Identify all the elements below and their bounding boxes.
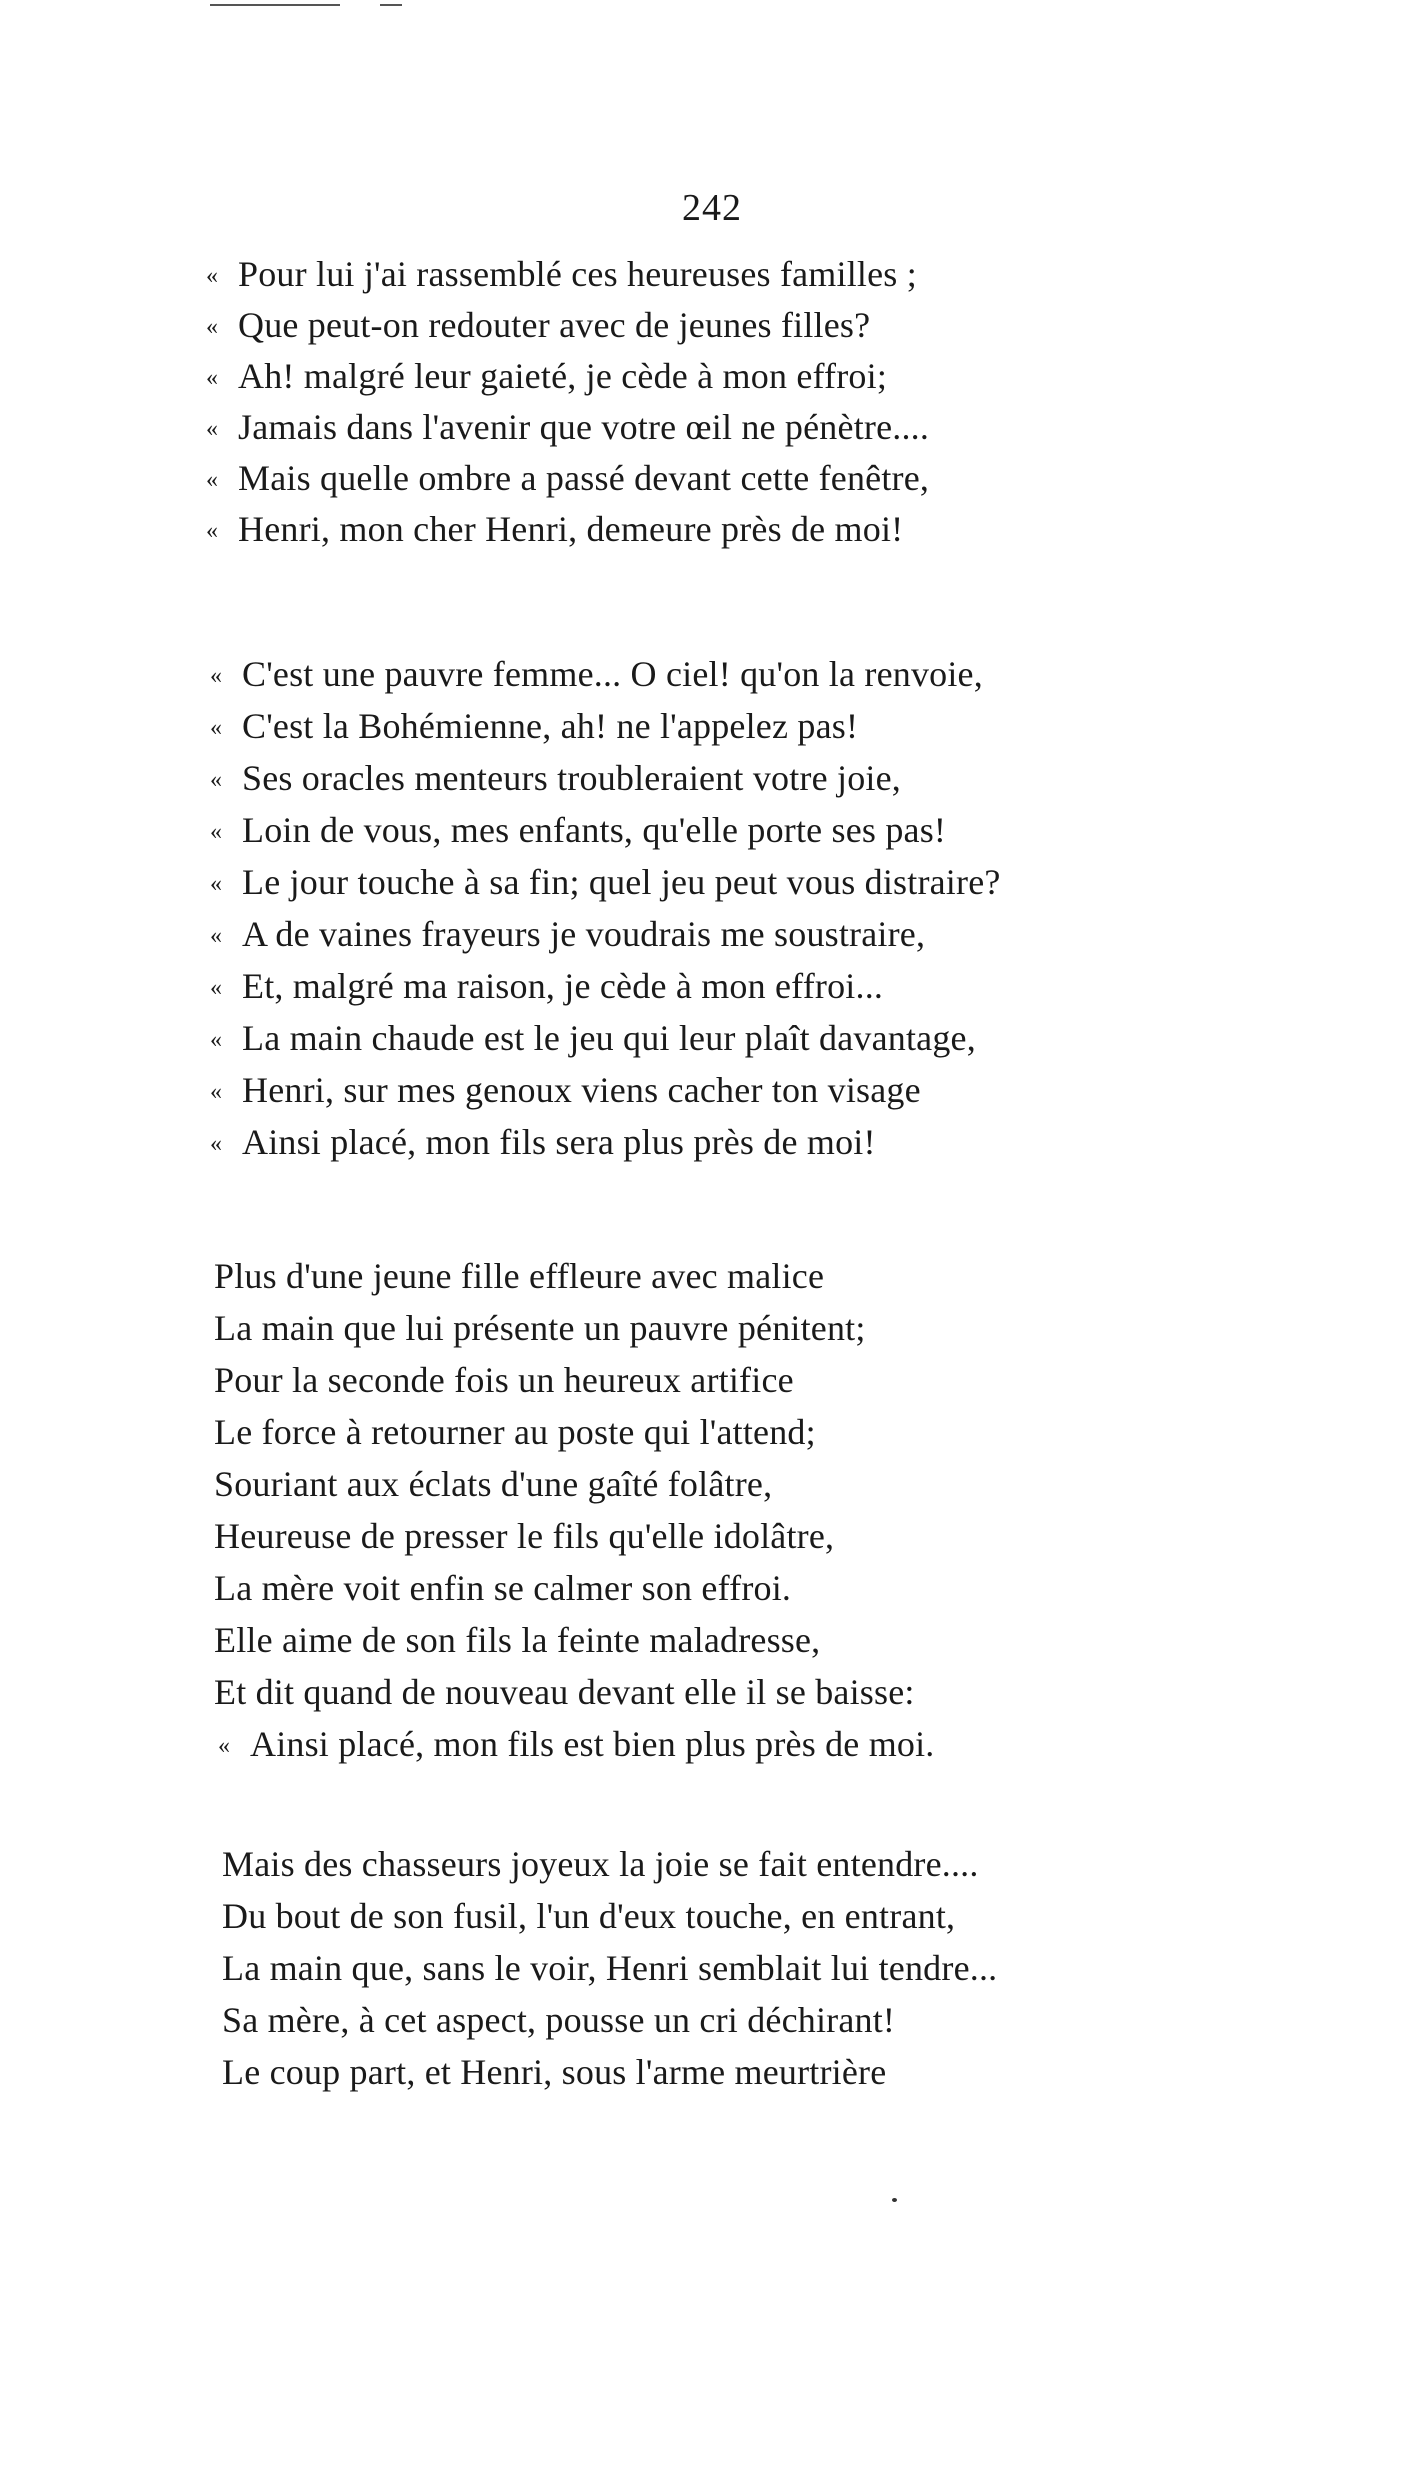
- verse-line: Souriant aux éclats d'une gaîté folâtre,: [214, 1464, 773, 1504]
- verse-line: « C'est la Bohémienne, ah! ne l'appelez pas!: [210, 706, 859, 746]
- verse-line: Heureuse de presser le fils qu'elle idolâtre,: [214, 1516, 835, 1556]
- verse-line: « Ainsi placé, mon fils sera plus près de moi!: [210, 1122, 876, 1162]
- verse-line: « Henri, sur mes genoux viens cacher ton visage: [210, 1070, 921, 1110]
- verse-line: « Loin de vous, mes enfants, qu'elle porte ses pas!: [210, 810, 947, 850]
- verse-line: « Jamais dans l'avenir que votre œil ne pénètre....: [206, 407, 930, 447]
- verse-line: La main que lui présente un pauvre pénitent;: [214, 1308, 866, 1348]
- verse-line: « Ses oracles menteurs troubleraient votre joie,: [210, 758, 901, 798]
- verse-line: La main que, sans le voir, Henri semblait lui tendre...: [222, 1948, 998, 1988]
- ink-speck: [892, 2198, 897, 2202]
- page-number: 242: [682, 187, 742, 229]
- verse-line: Mais des chasseurs joyeux la joie se fait entendre....: [222, 1844, 979, 1884]
- verse-line: « Que peut-on redouter avec de jeunes filles?: [206, 305, 871, 345]
- verse-line: « Le jour touche à sa fin; quel jeu peut vous distraire?: [210, 862, 1001, 902]
- verse-line: Et dit quand de nouveau devant elle il se baisse:: [214, 1672, 915, 1712]
- verse-line: « La main chaude est le jeu qui leur plaît davantage,: [210, 1018, 976, 1058]
- verse-line: Le force à retourner au poste qui l'attend;: [214, 1412, 816, 1452]
- verse-line: « Ainsi placé, mon fils est bien plus près de moi.: [218, 1724, 935, 1764]
- verse-line: La mère voit enfin se calmer son effroi.: [214, 1568, 792, 1608]
- header-rule-short: [380, 4, 402, 6]
- verse-line: Du bout de son fusil, l'un d'eux touche, en entrant,: [222, 1896, 956, 1936]
- verse-line: « A de vaines frayeurs je voudrais me soustraire,: [210, 914, 926, 954]
- verse-line: Plus d'une jeune fille effleure avec malice: [214, 1256, 825, 1296]
- verse-line: « Henri, mon cher Henri, demeure près de moi!: [206, 509, 904, 549]
- verse-line: « Et, malgré ma raison, je cède à mon effroi...: [210, 966, 884, 1006]
- verse-line: Sa mère, à cet aspect, pousse un cri déchirant!: [222, 2000, 896, 2040]
- verse-line: Elle aime de son fils la feinte maladresse,: [214, 1620, 821, 1660]
- verse-line: Le coup part, et Henri, sous l'arme meurtrière: [222, 2052, 887, 2092]
- verse-line: « Mais quelle ombre a passé devant cette fenêtre,: [206, 458, 930, 498]
- verse-line: « C'est une pauvre femme... O ciel! qu'on la renvoie,: [210, 654, 983, 694]
- verse-line: « Ah! malgré leur gaieté, je cède à mon effroi;: [206, 356, 888, 396]
- header-rule: [210, 4, 340, 6]
- verse-line: « Pour lui j'ai rassemblé ces heureuses familles ;: [206, 254, 917, 294]
- verse-line: Pour la seconde fois un heureux artifice: [214, 1360, 794, 1400]
